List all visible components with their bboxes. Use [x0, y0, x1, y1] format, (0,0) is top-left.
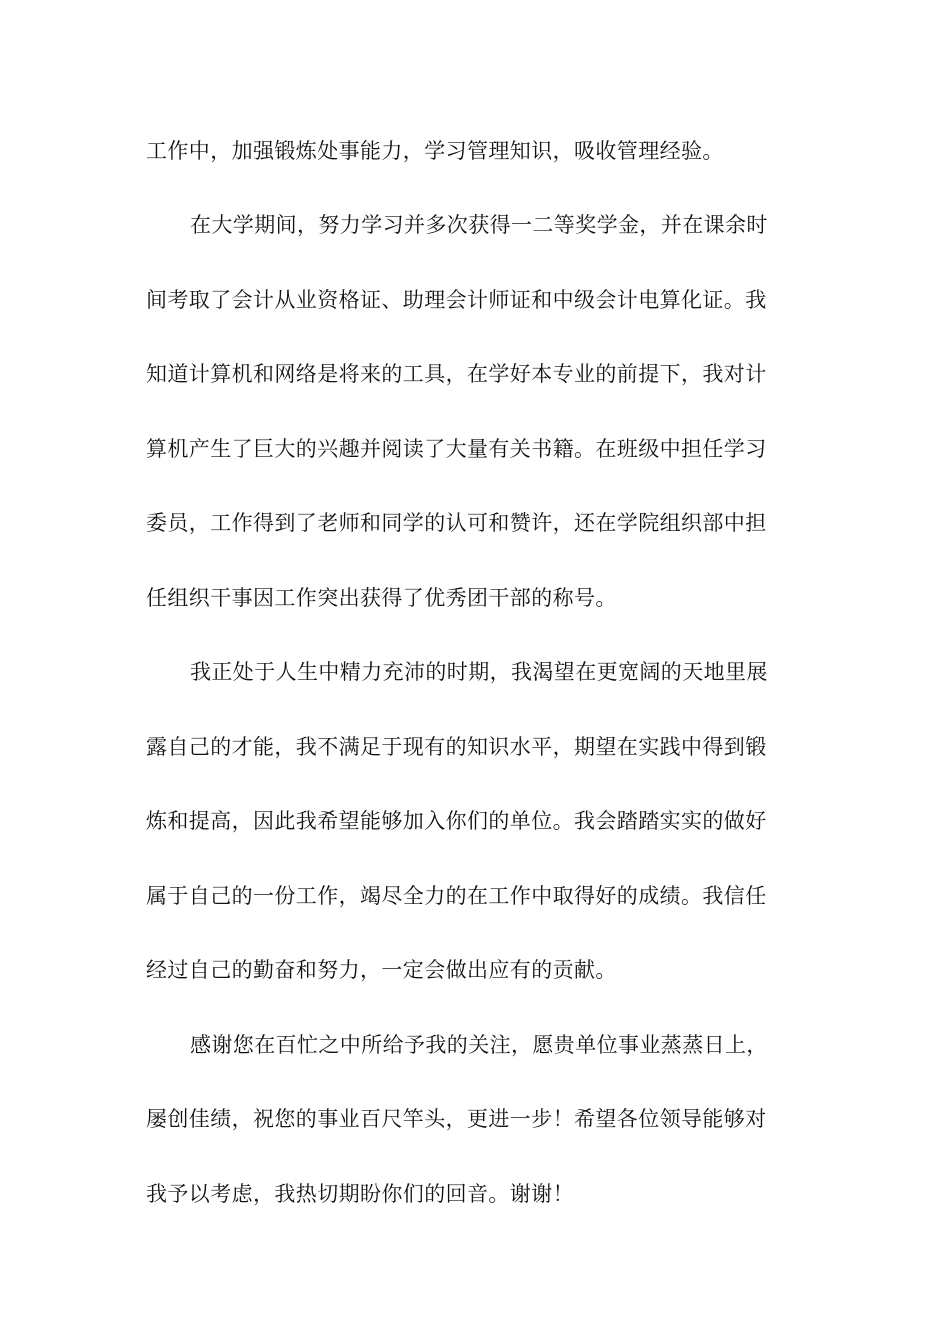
- text-line: 炼和提高，因此我希望能够加入你们的单位。我会踏踏实实的做好: [146, 809, 767, 833]
- text-line: 屡创佳绩，祝您的事业百尺竿头，更进一步！希望各位领导能够对: [146, 1107, 767, 1131]
- text-line: 间考取了会计从业资格证、助理会计师证和中级会计电算化证。我: [146, 288, 767, 312]
- text-line: 算机产生了巨大的兴趣并阅读了大量有关书籍。在班级中担任学习: [146, 437, 767, 461]
- text-line: 我予以考虑，我热切期盼你们的回音。谢谢！: [146, 1182, 574, 1206]
- paragraph-start-line: 我正处于人生中精力充沛的时期，我渴望在更宽阔的天地里展: [190, 660, 768, 684]
- text-line: 任组织干事因工作突出获得了优秀团干部的称号。: [146, 586, 617, 610]
- text-line: 知道计算机和网络是将来的工具，在学好本专业的前提下，我对计: [146, 362, 767, 386]
- text-line: 工作中，加强锻炼处事能力，学习管理知识，吸收管理经验。: [146, 139, 724, 163]
- text-line: 经过自己的勤奋和努力，一定会做出应有的贡献。: [146, 958, 617, 982]
- text-line: 委员，工作得到了老师和同学的认可和赞许，还在学院组织部中担: [146, 511, 767, 535]
- text-line: 露自己的才能，我不满足于现有的知识水平，期望在实践中得到锻: [146, 735, 767, 759]
- text-line: 属于自己的一份工作，竭尽全力的在工作中取得好的成绩。我信任: [146, 884, 767, 908]
- paragraph-start-line: 感谢您在百忙之中所给予我的关注，愿贵单位事业蒸蒸日上，: [190, 1033, 768, 1057]
- paragraph-start-line: 在大学期间，努力学习并多次获得一二等奖学金，并在课余时: [190, 213, 768, 237]
